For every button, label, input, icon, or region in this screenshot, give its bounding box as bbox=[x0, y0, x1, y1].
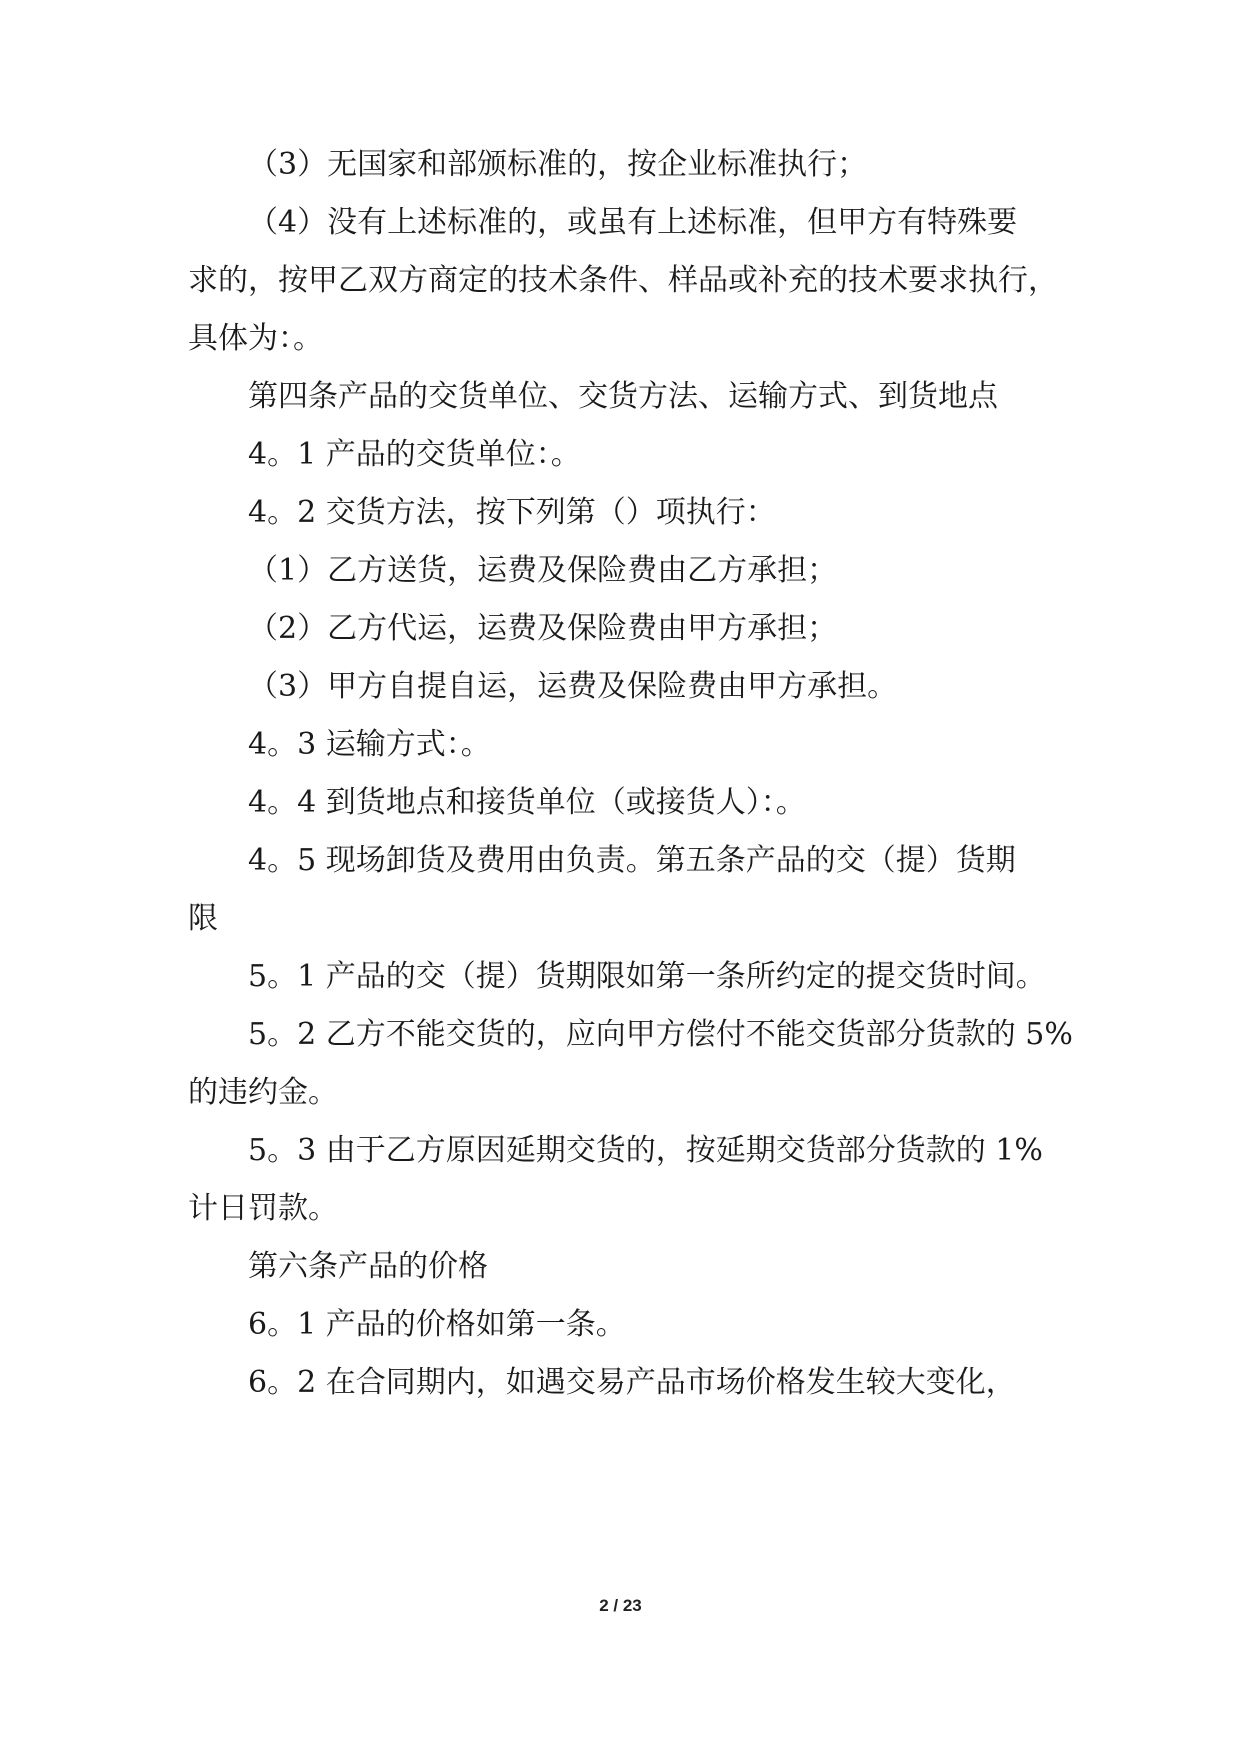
paragraph-line: 5。2 乙方不能交货的，应向甲方偿付不能交货部分货款的 5% bbox=[248, 1017, 1073, 1052]
paragraph-line: 限 bbox=[188, 901, 218, 936]
paragraph-line: 6。1 产品的价格如第一条。 bbox=[248, 1307, 626, 1342]
paragraph-line: 的违约金。 bbox=[188, 1075, 338, 1110]
paragraph-line: 求的，按甲乙双方商定的技术条件、样品或补充的技术要求执行， bbox=[188, 263, 1058, 298]
paragraph-line: 5。1 产品的交（提）货期限如第一条所约定的提交货时间。 bbox=[248, 959, 1046, 994]
paragraph-line: 4。3 运输方式：。 bbox=[248, 727, 491, 762]
paragraph-line: 5。3 由于乙方原因延期交货的，按延期交货部分货款的 1% bbox=[248, 1133, 1043, 1168]
paragraph-line: 4。2 交货方法，按下列第（）项执行： bbox=[248, 495, 776, 530]
paragraph-line: （1）乙方送货，运费及保险费由乙方承担； bbox=[248, 553, 838, 588]
paragraph-line: 4。1 产品的交货单位：。 bbox=[248, 437, 581, 472]
paragraph-line: 4。5 现场卸货及费用由负责。第五条产品的交（提）货期 bbox=[248, 843, 1016, 878]
section-heading: 第六条产品的价格 bbox=[248, 1249, 488, 1284]
paragraph-line: 具体为：。 bbox=[188, 321, 323, 356]
paragraph-line: 4。4 到货地点和接货单位（或接货人）：。 bbox=[248, 785, 806, 820]
paragraph-line: 6。2 在合同期内，如遇交易产品市场价格发生较大变化， bbox=[248, 1365, 1016, 1400]
page-number: 2 / 23 bbox=[599, 1596, 642, 1615]
paragraph-line: （4）没有上述标准的，或虽有上述标准，但甲方有特殊要 bbox=[248, 205, 1018, 240]
paragraph-line: （2）乙方代运，运费及保险费由甲方承担； bbox=[248, 611, 838, 646]
paragraph-line: 计日罚款。 bbox=[188, 1191, 338, 1226]
section-heading: 第四条产品的交货单位、交货方法、运输方式、到货地点 bbox=[248, 379, 998, 414]
paragraph-line: （3）无国家和部颁标准的，按企业标准执行； bbox=[248, 147, 868, 182]
paragraph-line: （3）甲方自提自运，运费及保险费由甲方承担。 bbox=[248, 669, 898, 704]
